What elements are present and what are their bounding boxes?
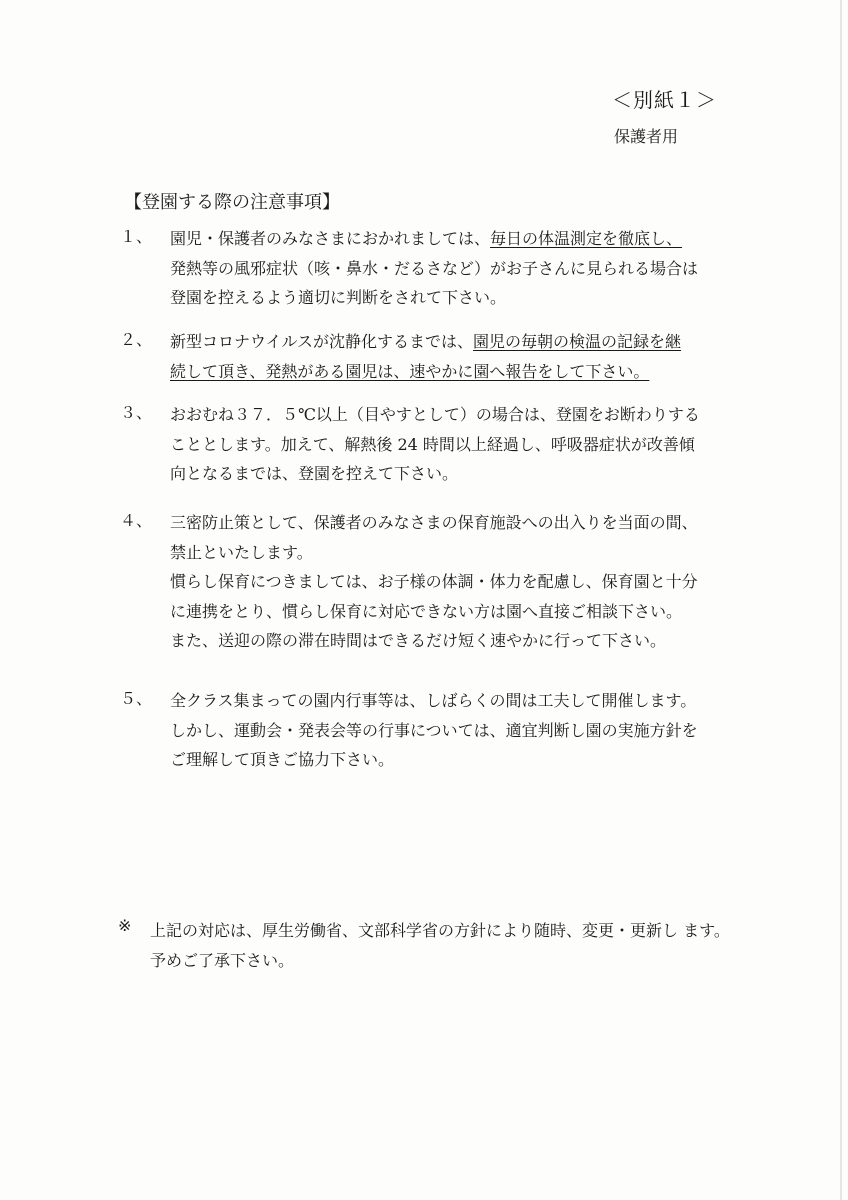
document-title: 【登園する際の注意事項】: [124, 192, 340, 213]
footnote-body: [150, 916, 740, 975]
item-text: 園児・保護者のみなさまにおかれましては、: [170, 229, 491, 248]
item-text: 向となるまでは、登園を控えて下さい。: [170, 464, 459, 483]
item-line: [170, 254, 740, 284]
emphasized-text: 続して頂き、発熱がある園児は、速やかに園へ報告をして下さい。: [170, 361, 650, 381]
item-line: [170, 508, 740, 538]
item-text: 禁止といたします。: [170, 542, 313, 562]
item-text: ご理解して頂きご協力下さい。: [170, 750, 395, 769]
item-text: 登園を控えるよう適切に判断をされて下さい。: [170, 288, 507, 307]
item-text: 三密防止策として、保護者のみなさまの保育施設への出入りを当面の間、: [170, 513, 698, 532]
item-body: [170, 327, 740, 386]
item-line: [170, 357, 740, 387]
item-text: また、送迎の際の滞在時間はできるだけ短く速やかに行って下さい。: [170, 631, 667, 650]
item-line: [170, 597, 740, 627]
item-number: ２、: [120, 330, 153, 349]
item-line: [170, 430, 740, 460]
item-line: [170, 327, 740, 357]
audience-label: 保護者用: [614, 127, 679, 146]
item-number: ５、: [120, 689, 153, 708]
item-line: [170, 626, 740, 656]
item-text: しかし、運動会・発表会等の行事については、適宜判断し園の実施方針を: [170, 720, 698, 740]
item-number: １、: [120, 227, 153, 246]
footnote-mark: ※: [118, 916, 132, 935]
item-line: [170, 716, 740, 746]
footnote-line: 上記の対応は、厚生労働省、文部科学省の方針により随時、変更・更新し: [150, 921, 679, 940]
item-text: 慣らし保育につきましては、お子様の体調・体力を配慮し、保育園と十分: [170, 572, 698, 591]
emphasized-text: 園児の毎朝の検温の記録を継: [473, 332, 682, 351]
item-line: [170, 686, 740, 716]
item-line: [170, 224, 740, 254]
item-text: に連携をとり、慣らし保育に対応できない方は園へ直接ご相談下さい。: [170, 601, 683, 621]
item-text: こととします。加えて、解熱後 24 時間以上経過し、呼吸器症状が改善傾: [170, 434, 695, 454]
emphasized-text: 毎日の体温測定を徹底し、: [490, 229, 683, 248]
footnote-line: ます。予めご了承下さい。: [150, 921, 730, 970]
item-line: [170, 745, 740, 775]
item-body: [170, 508, 740, 656]
item-number: ３、: [120, 403, 153, 422]
item-line: [170, 567, 740, 597]
item-text: おおむね３７．５℃以上（目やすとして）の場合は、登園をお断わりする: [170, 405, 700, 424]
item-line: [170, 400, 740, 430]
scan-edge: [840, 0, 842, 1200]
item-text: 発熱等の風邪症状（咳・鼻水・だるさなど）がお子さんに見られる場合は: [170, 258, 699, 278]
item-line: [170, 538, 740, 568]
item-text: 新型コロナウイルスが沈静化するまでは、: [170, 332, 474, 351]
item-line: [170, 283, 740, 313]
item-line: [170, 459, 740, 489]
item-body: [170, 224, 740, 313]
item-number: ４、: [120, 511, 153, 530]
item-text: 全クラス集まっての園内行事等は、しばらくの間は工夫して開催します。: [170, 691, 697, 710]
item-body: [170, 686, 740, 775]
item-body: [170, 400, 740, 489]
annex-label: ＜別紙１＞: [612, 88, 717, 112]
